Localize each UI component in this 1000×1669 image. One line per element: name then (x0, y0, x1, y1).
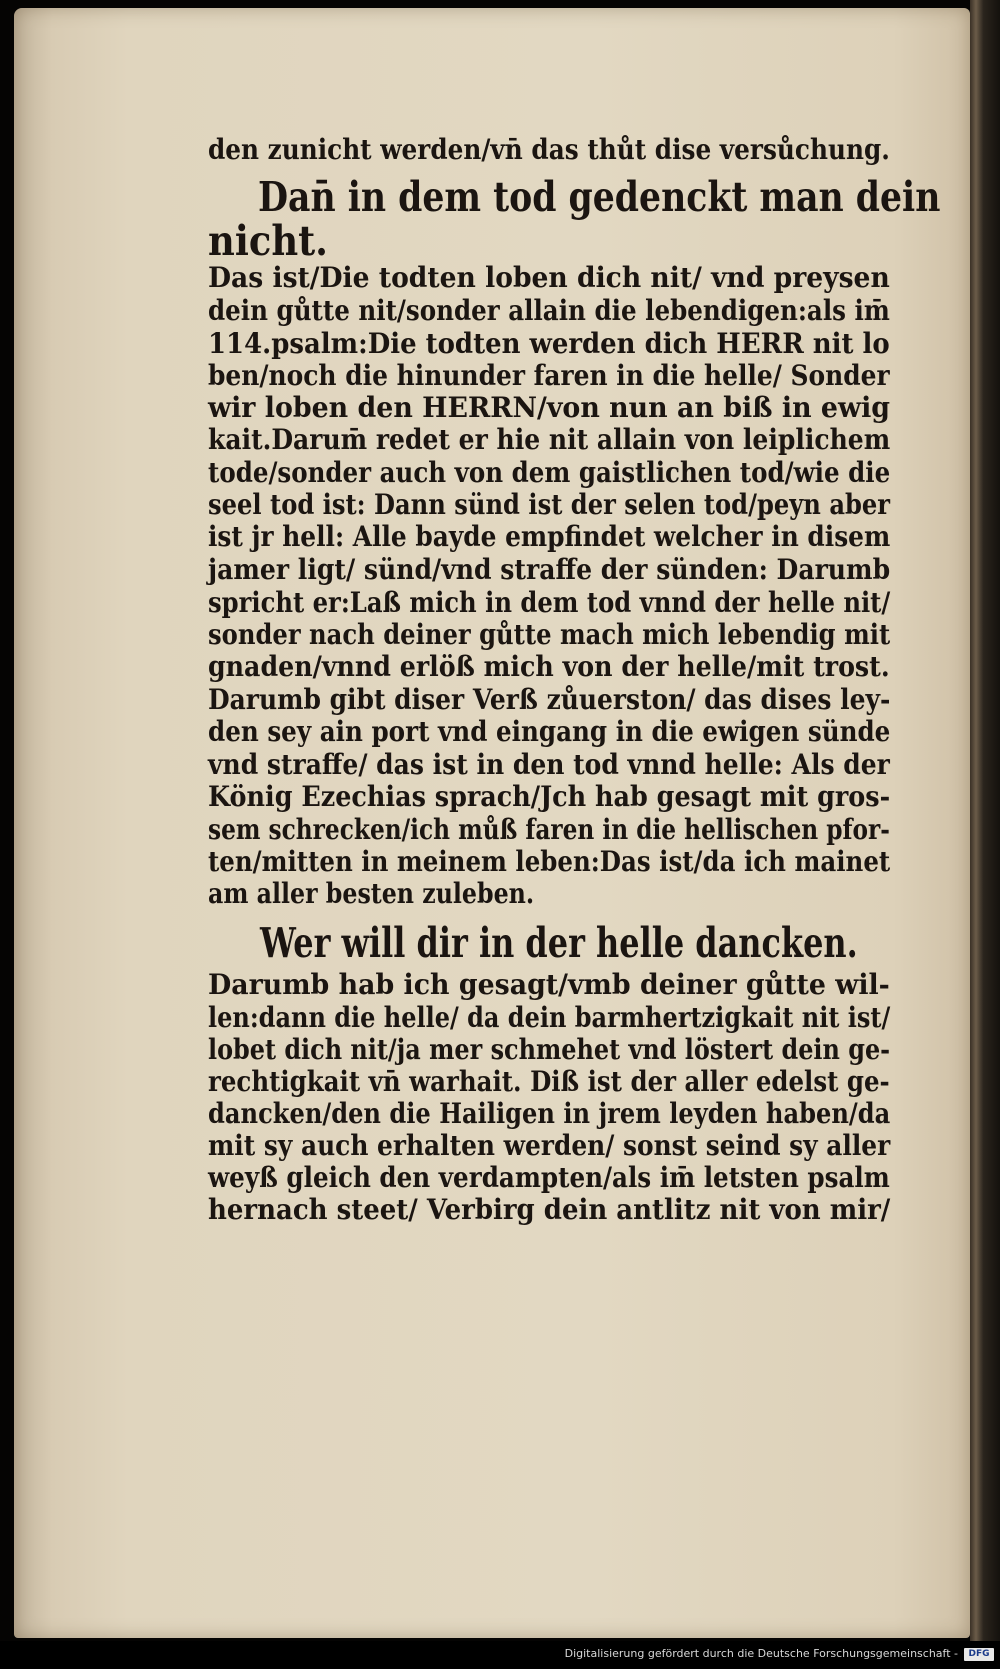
dfg-logo-icon: DFG (964, 1648, 994, 1661)
text-line: rechtigkait vn̄ warhait. Diß ist der aller edelst ge- (208, 1065, 890, 1098)
text-line: mit sy auch erhalten werden/ sonst seind sy aller (208, 1129, 891, 1162)
text-line: dancken/den die Hailigen in jrem leyden haben/da (208, 1097, 891, 1130)
text-line: 114.psalm:Die todten werden dich HERR nit lo (208, 327, 890, 360)
section-heading: Wer will dir in der helle dancken. (260, 919, 858, 967)
text-line: Darumb gibt diser Verß zůuerston/ das dises ley- (208, 683, 891, 716)
text-line: dein gůtte nit/sonder allain die lebendigen:als im̄ (208, 294, 890, 327)
text-line: ten/mitten in meinem leben:Das ist/da ich mainet (208, 845, 891, 878)
text-line: tode/sonder auch von dem gaistlichen tod/wie die (208, 456, 891, 489)
text-line: ist jr hell: Alle bayde empfindet welcher in disem (208, 520, 891, 553)
text-line: den zunicht werden/vn̄ das thůt dise versůchung. (208, 133, 890, 166)
text-line: vnd straffe/ das ist in den tod vnnd helle: Als der (208, 748, 890, 781)
text-line: gnaden/vnnd erlöß mich von der helle/mit trost. (208, 650, 890, 683)
text-line: den sey ain port vnd eingang in die ewigen sünde (208, 715, 891, 748)
text-line: Das ist/Die todten loben dich nit/ vnd preysen (208, 261, 890, 294)
text-line: spricht er:Laß mich in dem tod vnnd der helle nit/ (208, 586, 891, 619)
text-line: wir loben den HERRN/von nun an biß in ewig (208, 391, 891, 424)
text-line: len:dann die helle/ da dein barmhertzigkait nit ist/ (208, 1001, 891, 1034)
text-line: ben/noch die hinunder faren in die helle/ Sonder (208, 359, 890, 392)
text-line: am aller besten zuleben. (208, 877, 535, 910)
text-line: kait.Darum̄ redet er hie nit allain von leiplichem (208, 423, 891, 456)
funding-credit: Digitalisierung gefördert durch die Deutsche Forschungsgemeinschaft - (564, 1647, 958, 1660)
text-line: lobet dich nit/ja mer schmehet vnd löstert dein ge- (208, 1033, 891, 1066)
text-line: weyß gleich den verdampten/als im̄ letsten psalm (208, 1161, 890, 1194)
section-heading: Dan̄ in dem tod gedenckt man dein (258, 173, 941, 221)
text-line: sonder nach deiner gůtte mach mich lebendig mit (208, 618, 891, 651)
book-fore-edge (970, 0, 1000, 1669)
text-line: sem schrecken/ich můß faren in die hellischen pfor- (208, 813, 890, 846)
text-line: König Ezechias sprach/Jch hab gesagt mit gros- (208, 780, 891, 813)
section-heading: nicht. (208, 217, 329, 265)
text-line: Darumb hab ich gesagt/vmb deiner gůtte wil- (208, 968, 890, 1001)
text-line: jamer ligt/ sünd/vnd straffe der sünden: Darumb (208, 553, 891, 586)
text-line: hernach steet/ Verbirg dein antlitz nit von mir/ (208, 1193, 891, 1226)
digitization-footer (0, 1641, 1000, 1669)
text-line: seel tod ist: Dann sünd ist der selen tod/peyn aber (208, 488, 891, 521)
